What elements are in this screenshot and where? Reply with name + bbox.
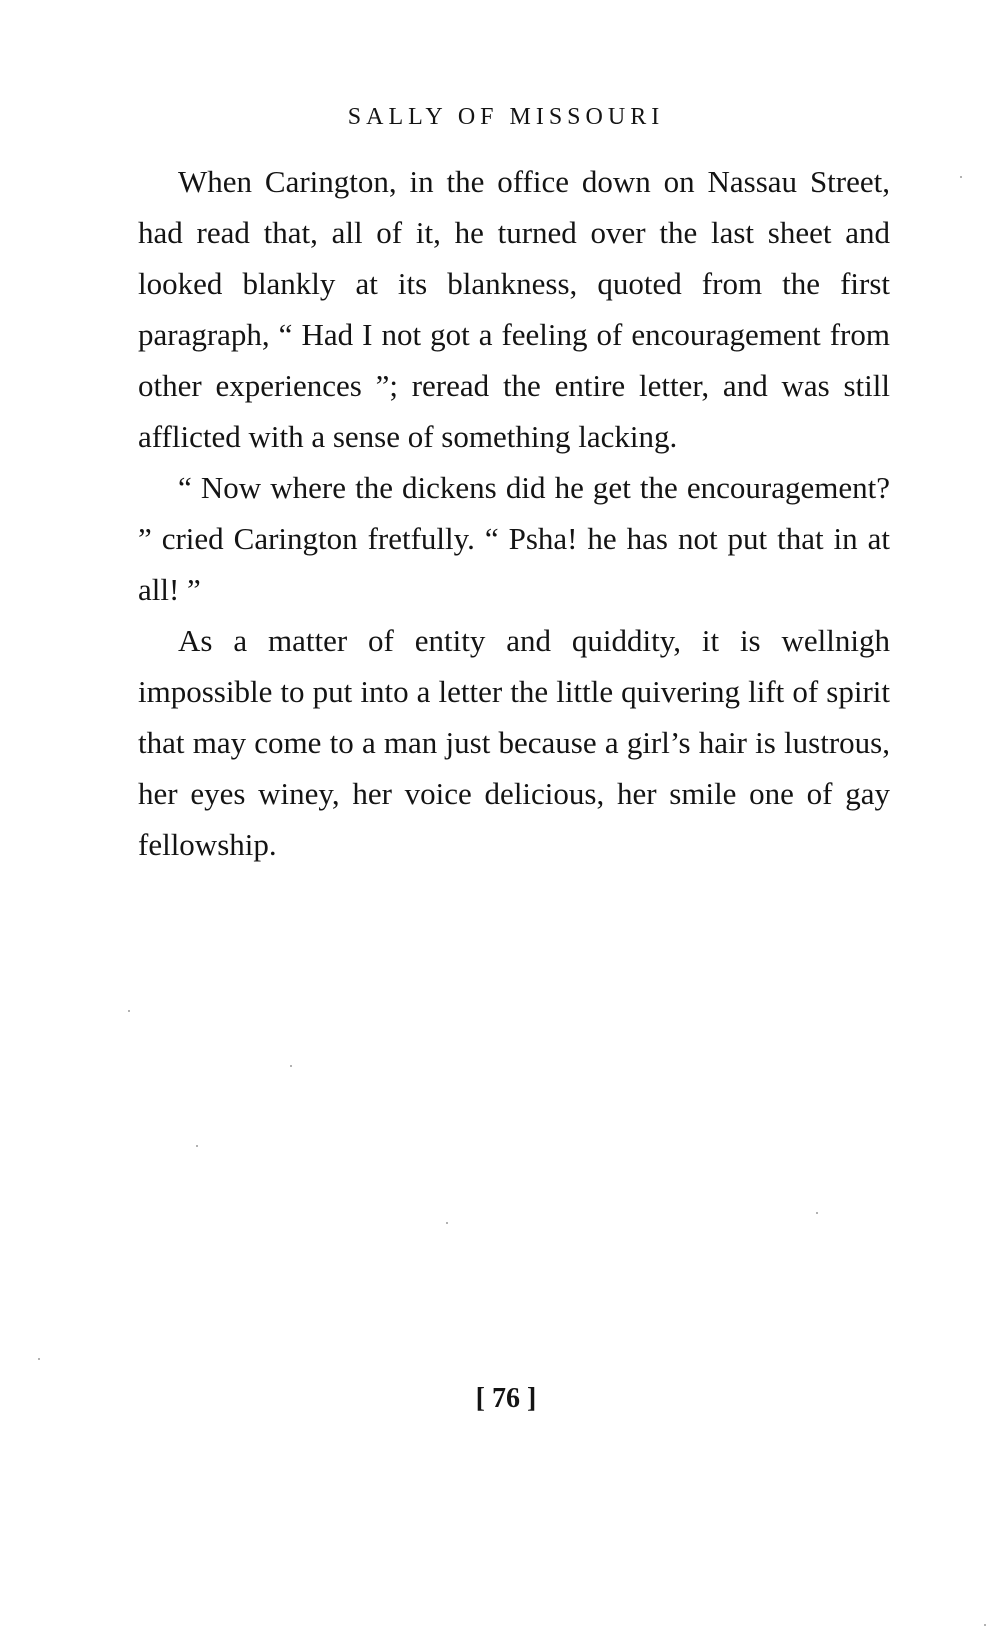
scan-speck: [290, 1065, 292, 1067]
scan-speck: [446, 1222, 448, 1224]
scan-speck: [960, 176, 962, 178]
paragraph-1: When Carington, in the office down on Nassau Street, had read that, all of it, he turned over the last sheet and looked blankly at its blankness, quoted from the first paragraph, “ Had I not got a feeling of encouragement from other experiences ”; reread the entire letter, and was still afflicted with a sense of something lacking.: [138, 164, 890, 454]
scan-speck: [196, 1145, 198, 1147]
scan-speck: [816, 1212, 818, 1214]
paragraph-2: “ Now where the dickens did he get the encouragement? ” cried Carington fretfully. “ Psha! he has not put that in at all! ”: [138, 470, 890, 607]
running-head: SALLY OF MISSOURI: [347, 104, 665, 130]
paragraph-3: As a matter of entity and quiddity, it is wellnigh impossible to put into a letter the little quivering lift of spirit that may come to a man just because a girl’s hair is lustrous, her eyes winey, her voice delicious, her smile one of gay fellowship.: [138, 623, 890, 862]
body-text: [138, 156, 890, 870]
scan-speck: [128, 1010, 130, 1012]
page-number: [ 76 ]: [475, 1383, 537, 1414]
scan-speck: [984, 1624, 986, 1626]
scan-speck: [38, 1358, 40, 1360]
